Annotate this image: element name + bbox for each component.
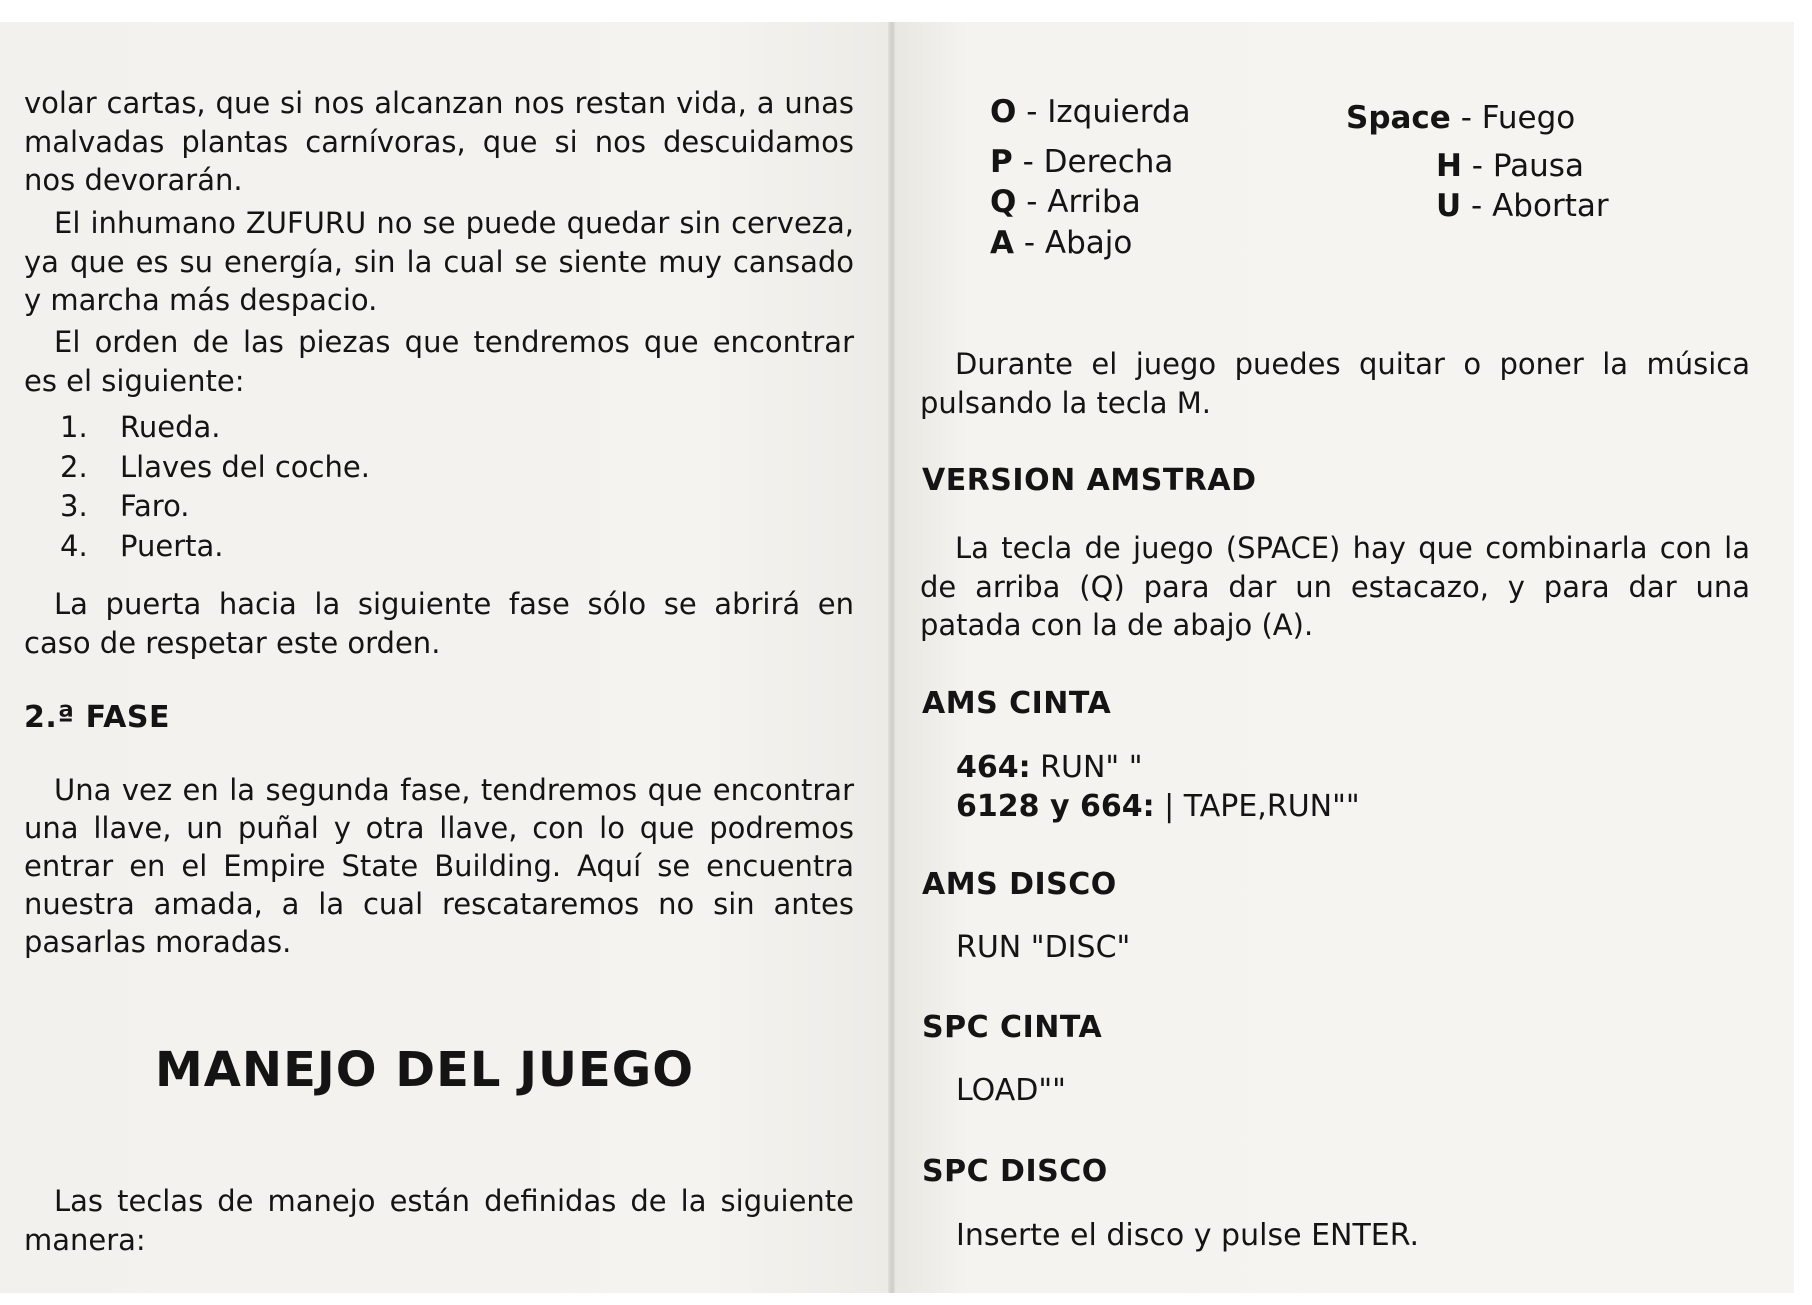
key-binding-pause: H - Pausa	[1436, 148, 1584, 184]
key-binding-down: A - Abajo	[990, 225, 1133, 261]
paragraph-key-definitions: Las teclas de manejo están definidas de la siguiente manera:	[24, 1184, 854, 1257]
key-binding-abort: U - Abortar	[1436, 188, 1609, 224]
section-heading-version-amstrad: VERSION AMSTRAD	[922, 463, 1257, 498]
section-heading-ams-cinta: AMS CINTA	[922, 686, 1112, 721]
key-binding-fire: Space - Fuego	[1346, 100, 1576, 136]
left-page	[0, 0, 890, 1305]
section-heading-fase-2: 2.ª FASE	[24, 700, 171, 735]
code-line-spc-disco: Inserte el disco y pulse ENTER.	[956, 1218, 1420, 1253]
paragraph-amstrad-controls: La tecla de juego (SPACE) hay que combinarla con la de arriba (Q) para dar un estacazo, y para dar una patada con la de abajo (A).	[920, 531, 1750, 642]
paragraph-second-phase: Una vez en la segunda fase, tendremos que encontrar una llave, un puñal y otra llave, con lo que podremos entrar en el Empire State Building. Aquí se encuentra nuestra amada, a la cual rescataremos no sin antes pasarlas moradas.	[24, 773, 854, 959]
section-heading-ams-disco: AMS DISCO	[922, 867, 1117, 902]
list-item: 1. Rueda.	[60, 410, 221, 444]
page-title-manejo: MANEJO DEL JUEGO	[155, 1042, 695, 1098]
section-heading-spc-disco: SPC DISCO	[922, 1154, 1108, 1189]
list-item: 3. Faro.	[60, 489, 190, 523]
section-heading-spc-cinta: SPC CINTA	[922, 1010, 1103, 1045]
pieces-list	[60, 408, 370, 566]
list-item: 4. Puerta.	[60, 528, 224, 563]
key-binding-left: O - Izquierda	[990, 94, 1191, 130]
paragraph-zufuru-beer: El inhumano ZUFURU no se puede quedar sin cerveza, ya que es su energía, sin la cual se siente muy cansado y marcha más despacio.	[24, 206, 854, 317]
list-item: 2. Llaves del coche.	[60, 449, 370, 484]
paragraph-carnivorous-plants: volar cartas, que si nos alcanzan nos restan vida, a unas malvadas plantas carnívoras, que si nos descuidamos nos devorarán.	[24, 86, 854, 197]
code-line-6128: 6128 y 664: | TAPE,RUN""	[956, 789, 1360, 824]
paper-right-edge	[1794, 0, 1812, 1305]
paper-bottom-edge	[0, 1293, 1812, 1305]
code-line-spc-cinta: LOAD""	[956, 1073, 1066, 1108]
paper-top-edge	[0, 0, 1812, 22]
key-binding-right: P - Derecha	[990, 144, 1174, 180]
key-binding-up: Q - Arriba	[990, 184, 1141, 220]
paragraph-music-toggle: Durante el juego puedes quitar o poner la música pulsando la tecla M.	[920, 347, 1750, 420]
code-line-464: 464: RUN" "	[956, 750, 1143, 785]
code-line-ams-disco: RUN "DISC"	[956, 930, 1131, 965]
paragraph-door-order: La puerta hacia la siguiente fase sólo se abrirá en caso de respetar este orden.	[24, 587, 854, 660]
paragraph-piece-order: El orden de las piezas que tendremos que encontrar es el siguiente:	[24, 325, 854, 398]
